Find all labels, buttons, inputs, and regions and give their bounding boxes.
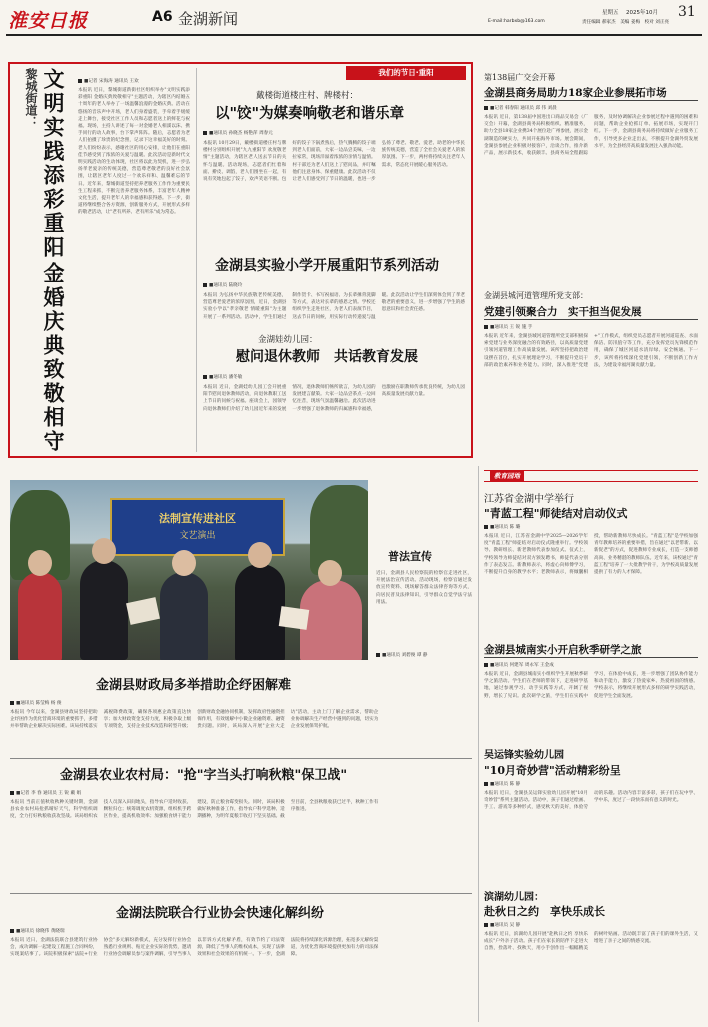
wuyun-headline: "10月奇妙营"活动精彩纷呈 [484,764,621,777]
court-headline: 金湖法院联合行业协会快速化解纠纷 [116,906,325,921]
byline-text: ■通讯员 陈莹梅 杨 俊 [16,701,62,706]
person-head [172,550,196,576]
byline-bullet [10,791,14,795]
byline-bullet [10,701,14,705]
agriculture-headline: 金湖县农业农村局："抢"字当头打响秋粮"保卫战" [60,768,348,783]
person-figure [160,572,208,660]
masthead-day: 31 [678,4,696,20]
agriculture-byline [10,790,81,797]
binhu-kicker: 滨湖幼儿园： [484,892,544,903]
byline-text: ■通讯员 刘碧俊 谭 静 [382,653,428,658]
photo-caption-byline [376,652,427,659]
vertical-headline-col1: 文明实践添彩重阳 [41,68,66,260]
byline-text: ■通讯员 何建军 周永军 王金成 [490,663,554,668]
column-divider [196,68,197,452]
person-head [28,550,52,576]
masthead-rule [6,34,702,36]
byline-bullet [484,782,488,786]
byline-bullet [484,106,488,110]
finance-body: 本报讯 今年以来，金湖县财政局坚持把助企纾困作为优化营商环境的重要抓手，多措并举帮助企业解决实际困难。该局持续落实减税降费政策，确保各项惠企政策直达快享；加大财政资金支持力度，积极争取上级专项资金，支持企业技术改造和转型升级；创新财政金融协同机制，发挥政府性融资担保作用，有效缓解中小微企业融资难、融资贵问题。同时，该局深入开展"企业大走访"活动，主动上门了解企业需求，帮助企业协调解决生产经营中遇到的问题，切实为企业发展保驾护航。 [10,710,379,730]
page-number: A6 [152,9,173,25]
top-article-body: 本报讯 10月29日，戴楼街道楼庄村与牌楼村分别组织开展"九九重阳节 欢度敬老情"主题活动，为辖区老人送去节日的关怀与温暖。活动现场，志愿者们忙着和面、擀皮、调馅，老人们围坐在一起，有说有笑地包起了饺子，欢声笑语不断。包好的饺子下锅煮熟后，热气腾腾的饺子端到老人们面前，大家一边品尝美味，一边拉家常，现场洋溢着浓浓的亲情与温情。村干部还为老人们送上了慰问品，并叮嘱他们注意身体、保重健康。此次活动不仅让老人们感受到了节日的温暖，也进一步弘扬了尊老、敬老、爱老、助老的中华民族传统美德，营造了全社会关爱老人的浓厚氛围。下一步，两村将持续关注老年人需求，常态化开展暖心服务活动。 [203,141,465,183]
school-headline: 金湖县实验小学开展重阳节系列活动 [215,258,439,274]
left-article-body: 本报讯 近日，黎城街道新街社区组织举办"文明实践添彩重阳 金婚庆典致敬相守"主题活动，为辖区内结婚五十周年的老人举办了一场温馨浪漫的金婚庆典。活动在悠扬的音乐声中开场，老人们身着盛装，手牵着手缓缓走上舞台，接受社区工作人员和志愿者送上的鲜花与祝福。现场，主持人讲述了每一对金婚老人相濡以沫、携手同行的动人故事，台下掌声阵阵。随后，志愿者为老人们拍摄了珍贵的纪念照，记录下这幸福美好的时刻。老人们纷纷表示，感谢社区的用心安排，让他们在重阳佳节感受到了浓浓的关爱与温暖。此次活动是新时代文明实践活动的生动体现，社区将以此为契机，进一步弘扬孝老爱亲的传统美德，营造尊老敬老的良好社会氛围，让辖区老年人度过一个欢乐祥和、温馨难忘的节日。近年来，黎城街道坚持把养老服务工作作为重要民生工程来抓，不断完善养老服务体系，丰富老年人精神文化生活，提升老年人的幸福感和获得感。下一步，街道将继续整合各方资源，创新服务方式，开展形式多样的敬老活动，让"老有所养、老有所乐"成为常态。 [78,88,190,216]
middle-school-body: 本报讯 近日，江苏省金湖中学2025—2026学年度"青蓝工程"师徒结对启动仪式隆重举行。学校领导、教研组长、新老教师代表参加仪式。仪式上，学校领导为师徒结对双方颁发聘书，师徒代表分别作了表态发言。新教师表示，将虚心向师傅学习，不断提升自身的教学水平；老教师表示，将倾囊相授，帮助新教师尽快成长。"青蓝工程"是学校加强青年教师培养的重要举措，旨在通过"以老带新、以新促老"的方式，促进教师专业成长，打造一支师德高尚、业务精湛的教师队伍。近年来，该校通过"青蓝工程"培养了一大批教学骨干，为学校高质量发展提供了有力的人才保障。 [484,534,698,576]
byline-text: ■通讯员 徐晓伟 黄晓瑞 [16,929,65,934]
backdrop-line1: 法制宣传进社区 [159,512,236,525]
column-divider [478,466,479,1022]
photo-caption-title: 普法宣传 [388,550,432,563]
right-top-body: 本报讯 近日，第138届中国进出口商品交易会（广交会）开幕，金湖县商务局积极组织、精准服务，助力全县18家企业携34个展位赴广州参展，展示金湖制造的硬实力，共同开拓海外市场。展会期间，金湖县参展企业积极对接客户，洽谈合作，推介新产品，展示新技术，收获颇丰。县商务局全程跟踪服务，及时协调解决企业参展过程中遇到的困难和问题，帮助企业抢抓订单、拓展市场，实现开门红。下一步，金湖县商务局将持续做好企业服务工作，引导更多企业走出去，不断提升金湖外贸发展水平，为全县经济高质量发展注入强劲动能。 [484,115,698,157]
city-primary-rule [484,657,698,658]
middle-school-byline [484,524,520,531]
byline-text: ■通讯员 王 锐 施 手 [490,325,533,330]
kindergarten-article-body: 本报讯 近日，金湖娃幼儿园工会开展重阳节慰问退休教师活动，向退休教职工送上节日的问候与祝福。座谈会上，园领导向退休教师们介绍了幼儿园近年来的发展情况，退休教师们畅所欲言，为幼儿园的发展建言献策。大家一边品尝茶点一边回忆往昔，现场气氛温馨融洽。此次活动进一步增强了退休教师的归属感和幸福感，也激励在职教师传承优良传统，为幼儿园高质量发展贡献力量。 [203,385,465,412]
binhu-body: 本报讯 近日，滨湖幼儿园开展"赴秋日之约 享快乐成长"户外亲子活动。孩子们在家长的陪伴下走进大自然，捡落叶、找秋天，用小手创作出一幅幅精美的树叶贴画。活动既丰富了孩子们的课外生活，又增进了亲子之间的情感交流。 [484,932,698,952]
person-head [92,538,116,564]
festival-banner: 我们的节日·重阳 [346,66,466,80]
person-figure [235,564,285,660]
court-body: 本报讯 近日，金湖法院联合县建筑行业协会，成功调解一起建设工程施工合同纠纷，实现案结事了。该院积极探索"法院+行业协会"多元解纷新模式，充分发挥行业协会熟悉行业规则、贴近企业实际的优势，邀请行业协会调解员参与案件调解，引导当事人以非诉方式化解矛盾，有效节约了司法资源，降低了当事人的维权成本，实现了法律效果和社会效果的有机统一。下一步，金湖法院将持续深化诉源治理，拓宽多元解纷渠道，为优化营商环境提供更加有力的司法保障。 [10,938,379,958]
top-headline: 以"饺"为媒奏响敬老和谐乐章 [215,105,405,122]
wuyun-body: 本报讯 近日，金湖县吴运锋实验幼儿园开展"10月奇妙营"系列主题活动。活动中，孩子们通过绘画、手工、游戏等多种形式，感受秋天的美好，体验劳动的乐趣。活动内容丰富多彩，孩子们在玩中学、学中乐，度过了一段快乐而有意义的时光。 [484,791,698,811]
wuyun-byline [484,781,520,788]
person-head [318,560,342,586]
top-byline [203,130,273,137]
masthead-date: 2025年10月 [626,10,658,16]
right-mid-headline: 党建引领聚合力 实干担当促发展 [484,306,642,318]
pamphlet-shape [279,606,310,630]
city-primary-headline: 金湖县城南实小开启秋季研学之旅 [484,644,642,656]
section-rule [10,758,472,759]
right-mid-body: 本报讯 近年来，金湖县城河道管理所党支部积极探索党建与业务深度融合的有效路径，以高质量党建引领河道管理工作高质量发展。该所坚持把政治建设摆在首位，扎实开展理论学习，不断提升党员干部的政治素养和业务能力。同时，深入推进"党建+"工作模式，组织党员志愿者开展河道巡查、水面保洁、防汛值守等工作，充分发挥党员先锋模范作用，确保了城区河道水清岸绿、安全畅通。下一步，该所将持续深化党建引领，不断创新工作方法，为建设幸福河湖贡献力量。 [484,334,698,368]
news-photo [10,480,368,660]
byline-bullet [203,283,207,287]
right-mid-rule [484,319,698,320]
right-top-kicker: 第138届广交会开幕 [484,73,556,82]
binhu-byline [484,922,520,929]
byline-text: ■通讯员 潘冬敏 [209,375,243,380]
education-section-header [484,470,698,482]
right-top-headline: 金湖县商务局助力18家企业参展拓市场 [484,87,667,99]
byline-bullet [10,929,14,933]
byline-bullet [78,79,82,83]
person-figure [80,560,128,660]
byline-text: ■通讯员 陈 璐 [490,525,521,530]
kindergarten-headline: 慰问退休教师 共话教育发展 [236,349,418,365]
masthead [6,4,702,36]
vertical-headline-col2: 金婚庆典致敬相守 [41,262,66,454]
kindergarten-kicker: 金湖娃幼儿园： [258,335,318,345]
byline-bullet [484,525,488,529]
middle-school-headline: "青蓝工程"师徒结对启动仪式 [484,507,628,520]
kindergarten-byline [203,374,242,381]
right-mid-byline [484,324,532,331]
person-figure [18,572,62,660]
backdrop-line2: 文艺演出 [179,531,216,541]
middle-school-kicker: 江苏省金湖中学举行 [484,494,574,505]
masthead-email: E-mail:harbxb@163.com [488,19,545,24]
section-rule [10,893,472,894]
city-primary-body: 本报讯 近日，金湖县城南实小组织学生开展秋季研学之旅活动。学生们在老师的带领下，走进研学基地，通过参观学习、动手实践等方式，开阔了视野，增长了见识。此次研学之旅，学生们在实践中学习，在体验中成长，进一步增强了团队协作能力和动手能力，激发了热爱家乡、热爱祖国的情感。学校表示，将继续开展形式多样的研学实践活动，促进学生全面发展。 [484,672,698,699]
right-mid-kicker: 金湖县城河道管理所党支部： [484,291,588,300]
byline-text: ■记者 宋海涛 通讯员 王欢 [84,79,139,84]
city-primary-byline [484,662,554,669]
left-article-byline [78,78,139,85]
masthead-logo: 淮安日报 [8,10,89,32]
byline-bullet [484,325,488,329]
right-top-byline [484,105,557,112]
photo-caption-body: 近日，金湖县人民检察院的检察官走进社区，开展法治宣传活动。活动现场，检察官通过发放宣传资料、现场解答群众法律咨询等方式，向居民普及法律知识，引导群众自觉学法守法用法。 [376,571,472,605]
byline-bullet [484,923,488,927]
byline-bullet [203,375,207,379]
byline-text: ■通讯员 陈 静 [490,782,521,787]
byline-bullet [376,653,380,657]
person-figure [300,580,362,660]
court-byline [10,928,65,935]
byline-text: ■记者 李 春 通讯员 王 锐 戴 娟 [16,791,82,796]
masthead-editors: 责任编辑 郝家杰 美编 姜梅 校对 刘正亮 [582,20,670,25]
finance-byline [10,700,61,707]
byline-text: ■通讯员 陆晓玲 [209,283,243,288]
byline-text: ■通讯员 吴 静 [490,923,521,928]
school-byline [203,282,242,289]
pamphlet-shape [126,597,160,625]
masthead-weekday: 星期五 [602,10,619,16]
byline-text: ■通讯员 孙晓杰 杨艳萍 周春元 [209,131,273,136]
byline-bullet [203,131,207,135]
section-title: 金湖新闻 [178,10,239,28]
right-top-rule [484,100,698,101]
agriculture-body: 本报讯 当前正值秋收秋种关键时期，金湖县农业农村局抢抓晴好天气，科学组织调度，全力打好秋粮收获攻坚战。该局组织农技人员深入田间地头，指导农户适时收获、颗粒归仓；统筹调度农机资源，组织机手跨区作业，提高机收效率；加强粮食烘干能力建设，防止粮食霉变损失。同时，该局积极做好秋种准备工作，指导农户科学选种、适期播种，为明年夏粮丰收打下坚实基础。截至目前，全县秋粮收获已过半，秋种工作有序推进。 [10,800,379,820]
vertical-headline-prefix: 黎城街道： [24,68,38,128]
binhu-headline: 赴秋日之约 享快乐成长 [484,905,605,918]
wuyun-kicker: 吴运锋实验幼儿园 [484,750,564,761]
finance-headline: 金湖县财政局多举措助企纾困解难 [96,678,292,693]
byline-text: ■记者 韩春阳 通讯员 邱 伟 刘晨 [490,106,557,111]
person-head [248,542,272,568]
education-banner: 教育园地 [490,471,524,481]
tree-shape [310,485,368,575]
byline-bullet [484,663,488,667]
top-kicker: 戴楼街道楼庄村、牌楼村： [256,91,359,101]
school-article-body: 本报讯 为弘扬中华民族敬老传统美德，营造尊老爱老的浓厚氛围，近日，金湖县实验小学以"孝亲敬老 情暖重阳"为主题开展了一系列活动。活动中，学生们通过制作贺卡、书写祝福语、为长辈捶背洗脚等方式，表达对长辈的感恩之情。学校还组织学生走进社区，为老人们表演节目，送去节日的问候，用实际行动传递爱与温暖。此次活动让学生们深刻体会到了孝老敬老的重要意义，进一步增强了学生的感恩意识和社会责任感。 [203,293,465,320]
